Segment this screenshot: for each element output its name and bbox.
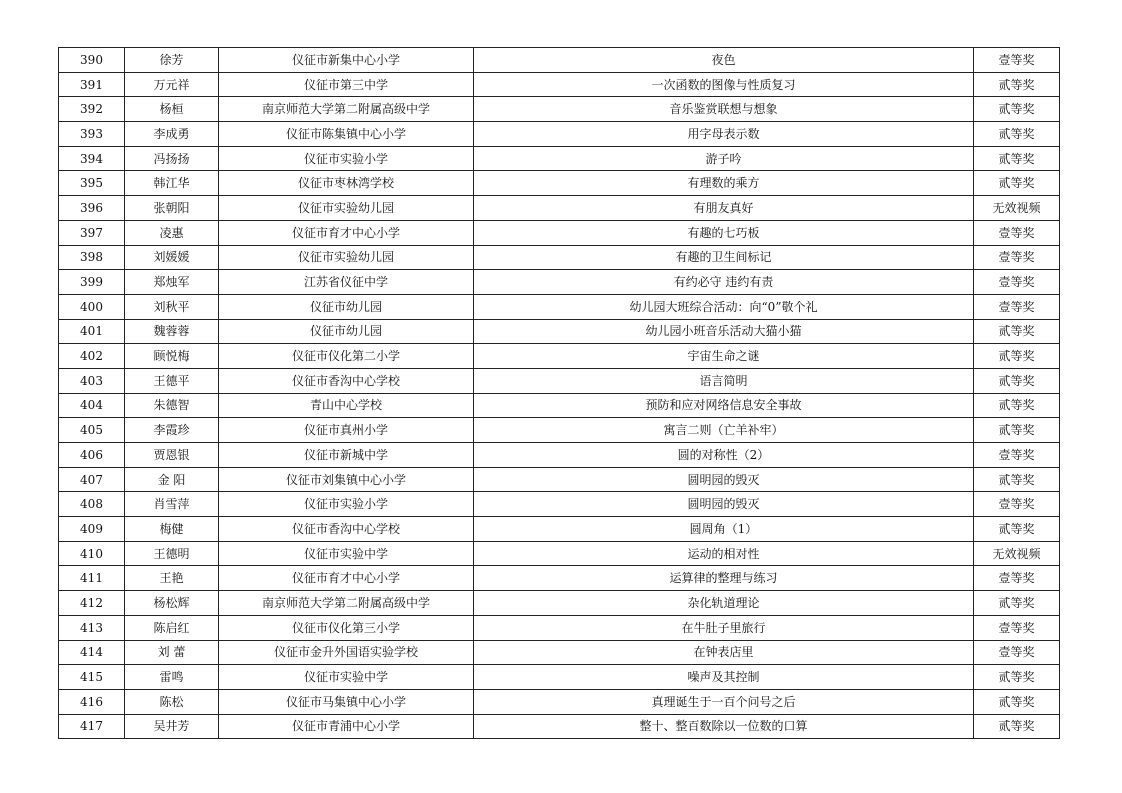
lesson-title-cell: 在牛肚子里旅行: [474, 615, 974, 640]
award-level-cell: 贰等奖: [974, 393, 1060, 418]
entry-number-cell: 390: [59, 48, 125, 73]
lesson-title-cell: 宇宙生命之谜: [474, 344, 974, 369]
school-name-cell: 江苏省仪征中学: [219, 270, 474, 295]
entry-number-cell: 412: [59, 591, 125, 616]
teacher-name-cell: 万元祥: [125, 72, 219, 97]
lesson-title-cell: 圆明园的毁灭: [474, 467, 974, 492]
teacher-name-cell: 张朝阳: [125, 196, 219, 221]
school-name-cell: 仪征市实验幼儿园: [219, 245, 474, 270]
table-row: [59, 714, 1060, 739]
award-level-cell: 无效视频: [974, 196, 1060, 221]
teacher-name-cell: 杨松辉: [125, 591, 219, 616]
table-row: [59, 97, 1060, 122]
entry-number-cell: 410: [59, 541, 125, 566]
teacher-name-cell: 肖雪萍: [125, 492, 219, 517]
teacher-name-cell: 金 阳: [125, 467, 219, 492]
lesson-title-cell: 运动的相对性: [474, 541, 974, 566]
table-row: [59, 294, 1060, 319]
lesson-title-cell: 语言简明: [474, 368, 974, 393]
award-level-cell: 壹等奖: [974, 294, 1060, 319]
entry-number-cell: 403: [59, 368, 125, 393]
lesson-title-cell: 音乐鉴赏联想与想象: [474, 97, 974, 122]
award-level-cell: 贰等奖: [974, 146, 1060, 171]
lesson-title-cell: 寓言二则（亡羊补牢）: [474, 418, 974, 443]
entry-number-cell: 409: [59, 517, 125, 542]
award-level-cell: 壹等奖: [974, 443, 1060, 468]
table-row: [59, 196, 1060, 221]
award-table: [58, 47, 1060, 739]
table-row: [59, 566, 1060, 591]
table-row: [59, 72, 1060, 97]
entry-number-cell: 417: [59, 714, 125, 739]
teacher-name-cell: 凌惠: [125, 220, 219, 245]
award-level-cell: 贰等奖: [974, 689, 1060, 714]
school-name-cell: 南京师范大学第二附属高级中学: [219, 97, 474, 122]
table-row: [59, 541, 1060, 566]
award-level-cell: 贰等奖: [974, 665, 1060, 690]
lesson-title-cell: 有朋友真好: [474, 196, 974, 221]
award-level-cell: 壹等奖: [974, 640, 1060, 665]
award-level-cell: 贰等奖: [974, 368, 1060, 393]
table-row: [59, 146, 1060, 171]
entry-number-cell: 395: [59, 171, 125, 196]
school-name-cell: 仪征市仪化第三小学: [219, 615, 474, 640]
lesson-title-cell: 有理数的乘方: [474, 171, 974, 196]
table-row: [59, 270, 1060, 295]
entry-number-cell: 394: [59, 146, 125, 171]
entry-number-cell: 407: [59, 467, 125, 492]
school-name-cell: 南京师范大学第二附属高级中学: [219, 591, 474, 616]
lesson-title-cell: 预防和应对网络信息安全事故: [474, 393, 974, 418]
lesson-title-cell: 圆的对称性（2）: [474, 443, 974, 468]
table-row: [59, 418, 1060, 443]
award-table-body: [59, 48, 1060, 739]
teacher-name-cell: 贾恩银: [125, 443, 219, 468]
entry-number-cell: 411: [59, 566, 125, 591]
school-name-cell: 仪征市幼儿园: [219, 319, 474, 344]
lesson-title-cell: 噪声及其控制: [474, 665, 974, 690]
teacher-name-cell: 王德平: [125, 368, 219, 393]
entry-number-cell: 406: [59, 443, 125, 468]
award-level-cell: 贰等奖: [974, 122, 1060, 147]
table-row: [59, 615, 1060, 640]
table-row: [59, 48, 1060, 73]
school-name-cell: 仪征市育才中心小学: [219, 220, 474, 245]
teacher-name-cell: 李霞珍: [125, 418, 219, 443]
lesson-title-cell: 有趣的卫生间标记: [474, 245, 974, 270]
school-name-cell: 仪征市实验小学: [219, 492, 474, 517]
entry-number-cell: 414: [59, 640, 125, 665]
lesson-title-cell: 有约必守 违约有责: [474, 270, 974, 295]
award-level-cell: 壹等奖: [974, 48, 1060, 73]
award-level-cell: 无效视频: [974, 541, 1060, 566]
table-row: [59, 122, 1060, 147]
lesson-title-cell: 真理诞生于一百个问号之后: [474, 689, 974, 714]
lesson-title-cell: 整十、整百数除以一位数的口算: [474, 714, 974, 739]
table-row: [59, 443, 1060, 468]
teacher-name-cell: 梅健: [125, 517, 219, 542]
school-name-cell: 仪征市实验小学: [219, 146, 474, 171]
teacher-name-cell: 韩江华: [125, 171, 219, 196]
school-name-cell: 仪征市香沟中心学校: [219, 368, 474, 393]
lesson-title-cell: 一次函数的图像与性质复习: [474, 72, 974, 97]
table-row: [59, 344, 1060, 369]
lesson-title-cell: 幼儿园大班综合活动：向“0”敬个礼: [474, 294, 974, 319]
teacher-name-cell: 王德明: [125, 541, 219, 566]
entry-number-cell: 413: [59, 615, 125, 640]
award-level-cell: 贰等奖: [974, 72, 1060, 97]
award-level-cell: 贰等奖: [974, 418, 1060, 443]
table-row: [59, 517, 1060, 542]
teacher-name-cell: 陈启红: [125, 615, 219, 640]
award-list-sheet: [58, 47, 1059, 739]
lesson-title-cell: 在钟表店里: [474, 640, 974, 665]
teacher-name-cell: 顾悦梅: [125, 344, 219, 369]
award-level-cell: 贰等奖: [974, 591, 1060, 616]
table-row: [59, 245, 1060, 270]
award-level-cell: 壹等奖: [974, 245, 1060, 270]
award-level-cell: 壹等奖: [974, 270, 1060, 295]
school-name-cell: 仪征市仪化第二小学: [219, 344, 474, 369]
school-name-cell: 仪征市第三中学: [219, 72, 474, 97]
award-level-cell: 壹等奖: [974, 566, 1060, 591]
lesson-title-cell: 圆周角（1）: [474, 517, 974, 542]
entry-number-cell: 402: [59, 344, 125, 369]
entry-number-cell: 396: [59, 196, 125, 221]
school-name-cell: 仪征市新集中心小学: [219, 48, 474, 73]
lesson-title-cell: 有趣的七巧板: [474, 220, 974, 245]
award-level-cell: 壹等奖: [974, 615, 1060, 640]
school-name-cell: 青山中心学校: [219, 393, 474, 418]
teacher-name-cell: 杨桓: [125, 97, 219, 122]
table-row: [59, 171, 1060, 196]
award-level-cell: 贰等奖: [974, 344, 1060, 369]
teacher-name-cell: 雷鸣: [125, 665, 219, 690]
award-level-cell: 贰等奖: [974, 319, 1060, 344]
school-name-cell: 仪征市陈集镇中心小学: [219, 122, 474, 147]
award-level-cell: 贰等奖: [974, 97, 1060, 122]
table-row: [59, 319, 1060, 344]
table-row: [59, 591, 1060, 616]
school-name-cell: 仪征市实验中学: [219, 665, 474, 690]
entry-number-cell: 398: [59, 245, 125, 270]
teacher-name-cell: 王艳: [125, 566, 219, 591]
entry-number-cell: 391: [59, 72, 125, 97]
teacher-name-cell: 刘媛媛: [125, 245, 219, 270]
teacher-name-cell: 朱德智: [125, 393, 219, 418]
table-row: [59, 393, 1060, 418]
teacher-name-cell: 魏蓉蓉: [125, 319, 219, 344]
entry-number-cell: 416: [59, 689, 125, 714]
lesson-title-cell: 游子吟: [474, 146, 974, 171]
award-level-cell: 贰等奖: [974, 171, 1060, 196]
entry-number-cell: 393: [59, 122, 125, 147]
entry-number-cell: 405: [59, 418, 125, 443]
entry-number-cell: 401: [59, 319, 125, 344]
school-name-cell: 仪征市刘集镇中心小学: [219, 467, 474, 492]
table-row: [59, 492, 1060, 517]
lesson-title-cell: 用字母表示数: [474, 122, 974, 147]
entry-number-cell: 399: [59, 270, 125, 295]
school-name-cell: 仪征市幼儿园: [219, 294, 474, 319]
lesson-title-cell: 运算律的整理与练习: [474, 566, 974, 591]
school-name-cell: 仪征市青浦中心小学: [219, 714, 474, 739]
entry-number-cell: 397: [59, 220, 125, 245]
teacher-name-cell: 郑烛军: [125, 270, 219, 295]
school-name-cell: 仪征市实验中学: [219, 541, 474, 566]
lesson-title-cell: 圆明园的毁灭: [474, 492, 974, 517]
lesson-title-cell: 夜色: [474, 48, 974, 73]
teacher-name-cell: 徐芳: [125, 48, 219, 73]
table-row: [59, 640, 1060, 665]
teacher-name-cell: 陈松: [125, 689, 219, 714]
entry-number-cell: 392: [59, 97, 125, 122]
table-row: [59, 665, 1060, 690]
table-row: [59, 467, 1060, 492]
school-name-cell: 仪征市枣林湾学校: [219, 171, 474, 196]
school-name-cell: 仪征市新城中学: [219, 443, 474, 468]
school-name-cell: 仪征市真州小学: [219, 418, 474, 443]
award-level-cell: 贰等奖: [974, 714, 1060, 739]
school-name-cell: 仪征市实验幼儿园: [219, 196, 474, 221]
school-name-cell: 仪征市金升外国语实验学校: [219, 640, 474, 665]
teacher-name-cell: 刘秋平: [125, 294, 219, 319]
entry-number-cell: 400: [59, 294, 125, 319]
lesson-title-cell: 幼儿园小班音乐活动大猫小猫: [474, 319, 974, 344]
teacher-name-cell: 李成勇: [125, 122, 219, 147]
table-row: [59, 689, 1060, 714]
teacher-name-cell: 吴井芳: [125, 714, 219, 739]
school-name-cell: 仪征市马集镇中心小学: [219, 689, 474, 714]
award-level-cell: 壹等奖: [974, 220, 1060, 245]
table-row: [59, 368, 1060, 393]
school-name-cell: 仪征市香沟中心学校: [219, 517, 474, 542]
entry-number-cell: 408: [59, 492, 125, 517]
award-level-cell: 贰等奖: [974, 467, 1060, 492]
teacher-name-cell: 刘 蕾: [125, 640, 219, 665]
award-level-cell: 贰等奖: [974, 517, 1060, 542]
school-name-cell: 仪征市育才中心小学: [219, 566, 474, 591]
lesson-title-cell: 杂化轨道理论: [474, 591, 974, 616]
teacher-name-cell: 冯扬扬: [125, 146, 219, 171]
entry-number-cell: 415: [59, 665, 125, 690]
table-row: [59, 220, 1060, 245]
award-level-cell: 壹等奖: [974, 492, 1060, 517]
entry-number-cell: 404: [59, 393, 125, 418]
